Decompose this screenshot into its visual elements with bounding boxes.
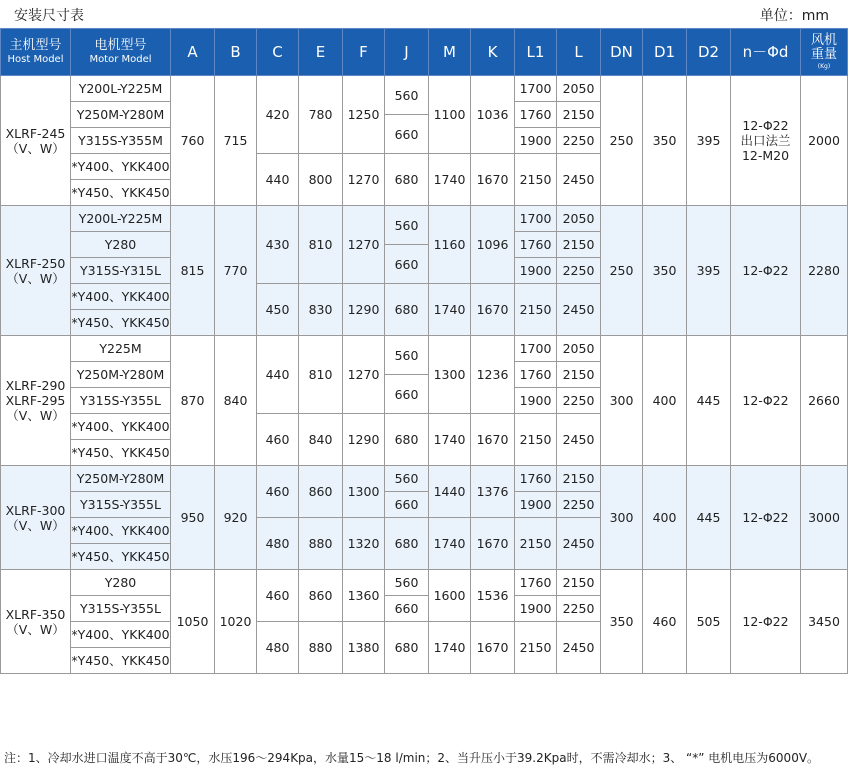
l1-cell: 1900 xyxy=(515,388,557,414)
c-cell: 440 xyxy=(257,154,299,206)
header-c: C xyxy=(257,29,299,76)
j-cell: 660 xyxy=(385,115,429,154)
n-phi-d-cell: 12-Φ22 xyxy=(731,466,801,570)
e-cell: 800 xyxy=(299,154,343,206)
l-cell: 2050 xyxy=(557,336,601,362)
e-cell: 860 xyxy=(299,466,343,518)
f-cell: 1270 xyxy=(343,336,385,414)
j-cell: 560 xyxy=(385,206,429,245)
m-cell: 1740 xyxy=(429,284,471,336)
n-phi-d-cell: 12-Φ22 出口法兰 12-M20 xyxy=(731,76,801,206)
k-cell: 1096 xyxy=(471,206,515,284)
header-f: F xyxy=(343,29,385,76)
motor-model-cell: Y250M-Y280M xyxy=(71,466,171,492)
motor-model-cell: *Y450、YKK450 xyxy=(71,544,171,570)
l1-cell: 2150 xyxy=(515,284,557,336)
l1-cell: 1700 xyxy=(515,76,557,102)
a-cell: 815 xyxy=(171,206,215,336)
l-cell: 2450 xyxy=(557,154,601,206)
l-cell: 2150 xyxy=(557,102,601,128)
j-cell: 660 xyxy=(385,492,429,518)
n-phi-d-cell: 12-Φ22 xyxy=(731,336,801,466)
dn-cell: 300 xyxy=(601,466,643,570)
b-cell: 770 xyxy=(215,206,257,336)
header-m: M xyxy=(429,29,471,76)
l1-cell: 2150 xyxy=(515,414,557,466)
weight-cell: 2000 xyxy=(801,76,848,206)
j-cell: 680 xyxy=(385,414,429,466)
l-cell: 2250 xyxy=(557,596,601,622)
l1-cell: 2150 xyxy=(515,154,557,206)
k-cell: 1670 xyxy=(471,284,515,336)
header-n-phi-d: n－Φd xyxy=(731,29,801,76)
k-cell: 1670 xyxy=(471,622,515,674)
motor-model-cell: Y250M-Y280M xyxy=(71,102,171,128)
m-cell: 1740 xyxy=(429,622,471,674)
f-cell: 1270 xyxy=(343,154,385,206)
motor-model-cell: Y315S-Y355L xyxy=(71,388,171,414)
motor-model-cell: *Y450、YKK450 xyxy=(71,310,171,336)
k-cell: 1536 xyxy=(471,570,515,622)
host-model-cell: XLRF-350 （V、W） xyxy=(1,570,71,674)
dn-cell: 300 xyxy=(601,336,643,466)
d2-cell: 445 xyxy=(687,336,731,466)
l1-cell: 1760 xyxy=(515,232,557,258)
m-cell: 1300 xyxy=(429,336,471,414)
m-cell: 1440 xyxy=(429,466,471,518)
m-cell: 1740 xyxy=(429,518,471,570)
motor-model-cell: *Y450、YKK450 xyxy=(71,648,171,674)
motor-model-cell: *Y400、YKK400 xyxy=(71,284,171,310)
motor-model-cell: *Y400、YKK400 xyxy=(71,518,171,544)
motor-model-cell: Y200L-Y225M xyxy=(71,76,171,102)
a-cell: 760 xyxy=(171,76,215,206)
header-d1: D1 xyxy=(643,29,687,76)
dn-cell: 250 xyxy=(601,76,643,206)
c-cell: 420 xyxy=(257,76,299,154)
k-cell: 1670 xyxy=(471,154,515,206)
motor-model-cell: Y250M-Y280M xyxy=(71,362,171,388)
motor-model-cell: *Y400、YKK400 xyxy=(71,414,171,440)
l1-cell: 1900 xyxy=(515,596,557,622)
motor-model-cell: *Y450、YKK450 xyxy=(71,180,171,206)
l1-cell: 1900 xyxy=(515,128,557,154)
m-cell: 1100 xyxy=(429,76,471,154)
e-cell: 840 xyxy=(299,414,343,466)
dn-cell: 350 xyxy=(601,570,643,674)
k-cell: 1670 xyxy=(471,518,515,570)
header-a: A xyxy=(171,29,215,76)
n-phi-d-cell: 12-Φ22 xyxy=(731,206,801,336)
f-cell: 1270 xyxy=(343,206,385,284)
l1-cell: 2150 xyxy=(515,518,557,570)
f-cell: 1300 xyxy=(343,466,385,518)
motor-model-cell: *Y400、YKK400 xyxy=(71,154,171,180)
l-cell: 2450 xyxy=(557,518,601,570)
header-row xyxy=(1,29,848,76)
j-cell: 680 xyxy=(385,154,429,206)
c-cell: 480 xyxy=(257,518,299,570)
d2-cell: 505 xyxy=(687,570,731,674)
f-cell: 1360 xyxy=(343,570,385,622)
l-cell: 2050 xyxy=(557,76,601,102)
l-cell: 2250 xyxy=(557,128,601,154)
l-cell: 2150 xyxy=(557,362,601,388)
weight-cell: 2660 xyxy=(801,336,848,466)
l-cell: 2150 xyxy=(557,466,601,492)
c-cell: 430 xyxy=(257,206,299,284)
j-cell: 560 xyxy=(385,336,429,375)
e-cell: 880 xyxy=(299,622,343,674)
d1-cell: 350 xyxy=(643,76,687,206)
c-cell: 480 xyxy=(257,622,299,674)
host-model-cell: XLRF-245 （V、W） xyxy=(1,76,71,206)
j-cell: 660 xyxy=(385,596,429,622)
weight-cell: 3450 xyxy=(801,570,848,674)
motor-model-cell: Y315S-Y315L xyxy=(71,258,171,284)
l-cell: 2250 xyxy=(557,492,601,518)
m-cell: 1160 xyxy=(429,206,471,284)
header-host-model: 主机型号 Host Model xyxy=(1,29,71,76)
c-cell: 460 xyxy=(257,414,299,466)
j-cell: 680 xyxy=(385,518,429,570)
header-l: L xyxy=(557,29,601,76)
host-model-cell: XLRF-290 XLRF-295 （V、W） xyxy=(1,336,71,466)
b-cell: 920 xyxy=(215,466,257,570)
l1-cell: 1900 xyxy=(515,492,557,518)
f-cell: 1320 xyxy=(343,518,385,570)
motor-model-cell: *Y400、YKK400 xyxy=(71,622,171,648)
l1-cell: 1760 xyxy=(515,466,557,492)
motor-model-cell: Y315S-Y355M xyxy=(71,128,171,154)
l-cell: 2450 xyxy=(557,622,601,674)
motor-model-cell: Y200L-Y225M xyxy=(71,206,171,232)
header-e: E xyxy=(299,29,343,76)
k-cell: 1236 xyxy=(471,336,515,414)
motor-model-cell: Y280 xyxy=(71,232,171,258)
d1-cell: 350 xyxy=(643,206,687,336)
k-cell: 1670 xyxy=(471,414,515,466)
header-dn: DN xyxy=(601,29,643,76)
motor-model-cell: Y315S-Y355L xyxy=(71,492,171,518)
l-cell: 2450 xyxy=(557,284,601,336)
j-cell: 660 xyxy=(385,245,429,284)
b-cell: 715 xyxy=(215,76,257,206)
l1-cell: 1760 xyxy=(515,570,557,596)
host-model-cell: XLRF-250 （V、W） xyxy=(1,206,71,336)
j-cell: 560 xyxy=(385,76,429,115)
c-cell: 450 xyxy=(257,284,299,336)
j-cell: 560 xyxy=(385,570,429,596)
j-cell: 560 xyxy=(385,466,429,492)
l1-cell: 1760 xyxy=(515,362,557,388)
k-cell: 1036 xyxy=(471,76,515,154)
e-cell: 780 xyxy=(299,76,343,154)
l1-cell: 1900 xyxy=(515,258,557,284)
header-motor-model: 电机型号 Motor Model xyxy=(71,29,171,76)
unit-label: 单位：mm xyxy=(759,8,829,24)
header-b: B xyxy=(215,29,257,76)
c-cell: 460 xyxy=(257,466,299,518)
d2-cell: 445 xyxy=(687,466,731,570)
j-cell: 680 xyxy=(385,622,429,674)
m-cell: 1600 xyxy=(429,570,471,622)
installation-dimensions-table xyxy=(0,28,848,674)
motor-model-cell: Y280 xyxy=(71,570,171,596)
l-cell: 2250 xyxy=(557,388,601,414)
host-model-cell: XLRF-300 （V、W） xyxy=(1,466,71,570)
header-j: J xyxy=(385,29,429,76)
motor-model-cell: Y315S-Y355L xyxy=(71,596,171,622)
page-title: 安装尺寸表 xyxy=(14,8,84,24)
l-cell: 2250 xyxy=(557,258,601,284)
e-cell: 830 xyxy=(299,284,343,336)
b-cell: 1020 xyxy=(215,570,257,674)
e-cell: 810 xyxy=(299,336,343,414)
l1-cell: 1700 xyxy=(515,206,557,232)
l1-cell: 1760 xyxy=(515,102,557,128)
header-d2: D2 xyxy=(687,29,731,76)
a-cell: 870 xyxy=(171,336,215,466)
l-cell: 2050 xyxy=(557,206,601,232)
l-cell: 2450 xyxy=(557,414,601,466)
d2-cell: 395 xyxy=(687,206,731,336)
header-weight: 风机 重量 (Kg) xyxy=(801,29,848,76)
l1-cell: 1700 xyxy=(515,336,557,362)
weight-cell: 2280 xyxy=(801,206,848,336)
l-cell: 2150 xyxy=(557,232,601,258)
j-cell: 680 xyxy=(385,284,429,336)
d1-cell: 460 xyxy=(643,570,687,674)
motor-model-cell: *Y450、YKK450 xyxy=(71,440,171,466)
n-phi-d-cell: 12-Φ22 xyxy=(731,570,801,674)
motor-model-cell: Y225M xyxy=(71,336,171,362)
a-cell: 1050 xyxy=(171,570,215,674)
footnote: 注：1、冷却水进口温度不高于30℃，水压196～294Kpa，水量15～18 l/min；2、当升压小于39.2Kpa时，不需冷却水；3、 “*” 电机电压为6000V。 xyxy=(4,751,820,765)
l1-cell: 2150 xyxy=(515,622,557,674)
k-cell: 1376 xyxy=(471,466,515,518)
weight-cell: 3000 xyxy=(801,466,848,570)
d1-cell: 400 xyxy=(643,336,687,466)
e-cell: 860 xyxy=(299,570,343,622)
m-cell: 1740 xyxy=(429,414,471,466)
c-cell: 440 xyxy=(257,336,299,414)
l-cell: 2150 xyxy=(557,570,601,596)
e-cell: 810 xyxy=(299,206,343,284)
f-cell: 1380 xyxy=(343,622,385,674)
f-cell: 1290 xyxy=(343,414,385,466)
f-cell: 1290 xyxy=(343,284,385,336)
d1-cell: 400 xyxy=(643,466,687,570)
c-cell: 460 xyxy=(257,570,299,622)
d2-cell: 395 xyxy=(687,76,731,206)
b-cell: 840 xyxy=(215,336,257,466)
f-cell: 1250 xyxy=(343,76,385,154)
e-cell: 880 xyxy=(299,518,343,570)
m-cell: 1740 xyxy=(429,154,471,206)
header-l1: L1 xyxy=(515,29,557,76)
header-k: K xyxy=(471,29,515,76)
a-cell: 950 xyxy=(171,466,215,570)
dn-cell: 250 xyxy=(601,206,643,336)
j-cell: 660 xyxy=(385,375,429,414)
